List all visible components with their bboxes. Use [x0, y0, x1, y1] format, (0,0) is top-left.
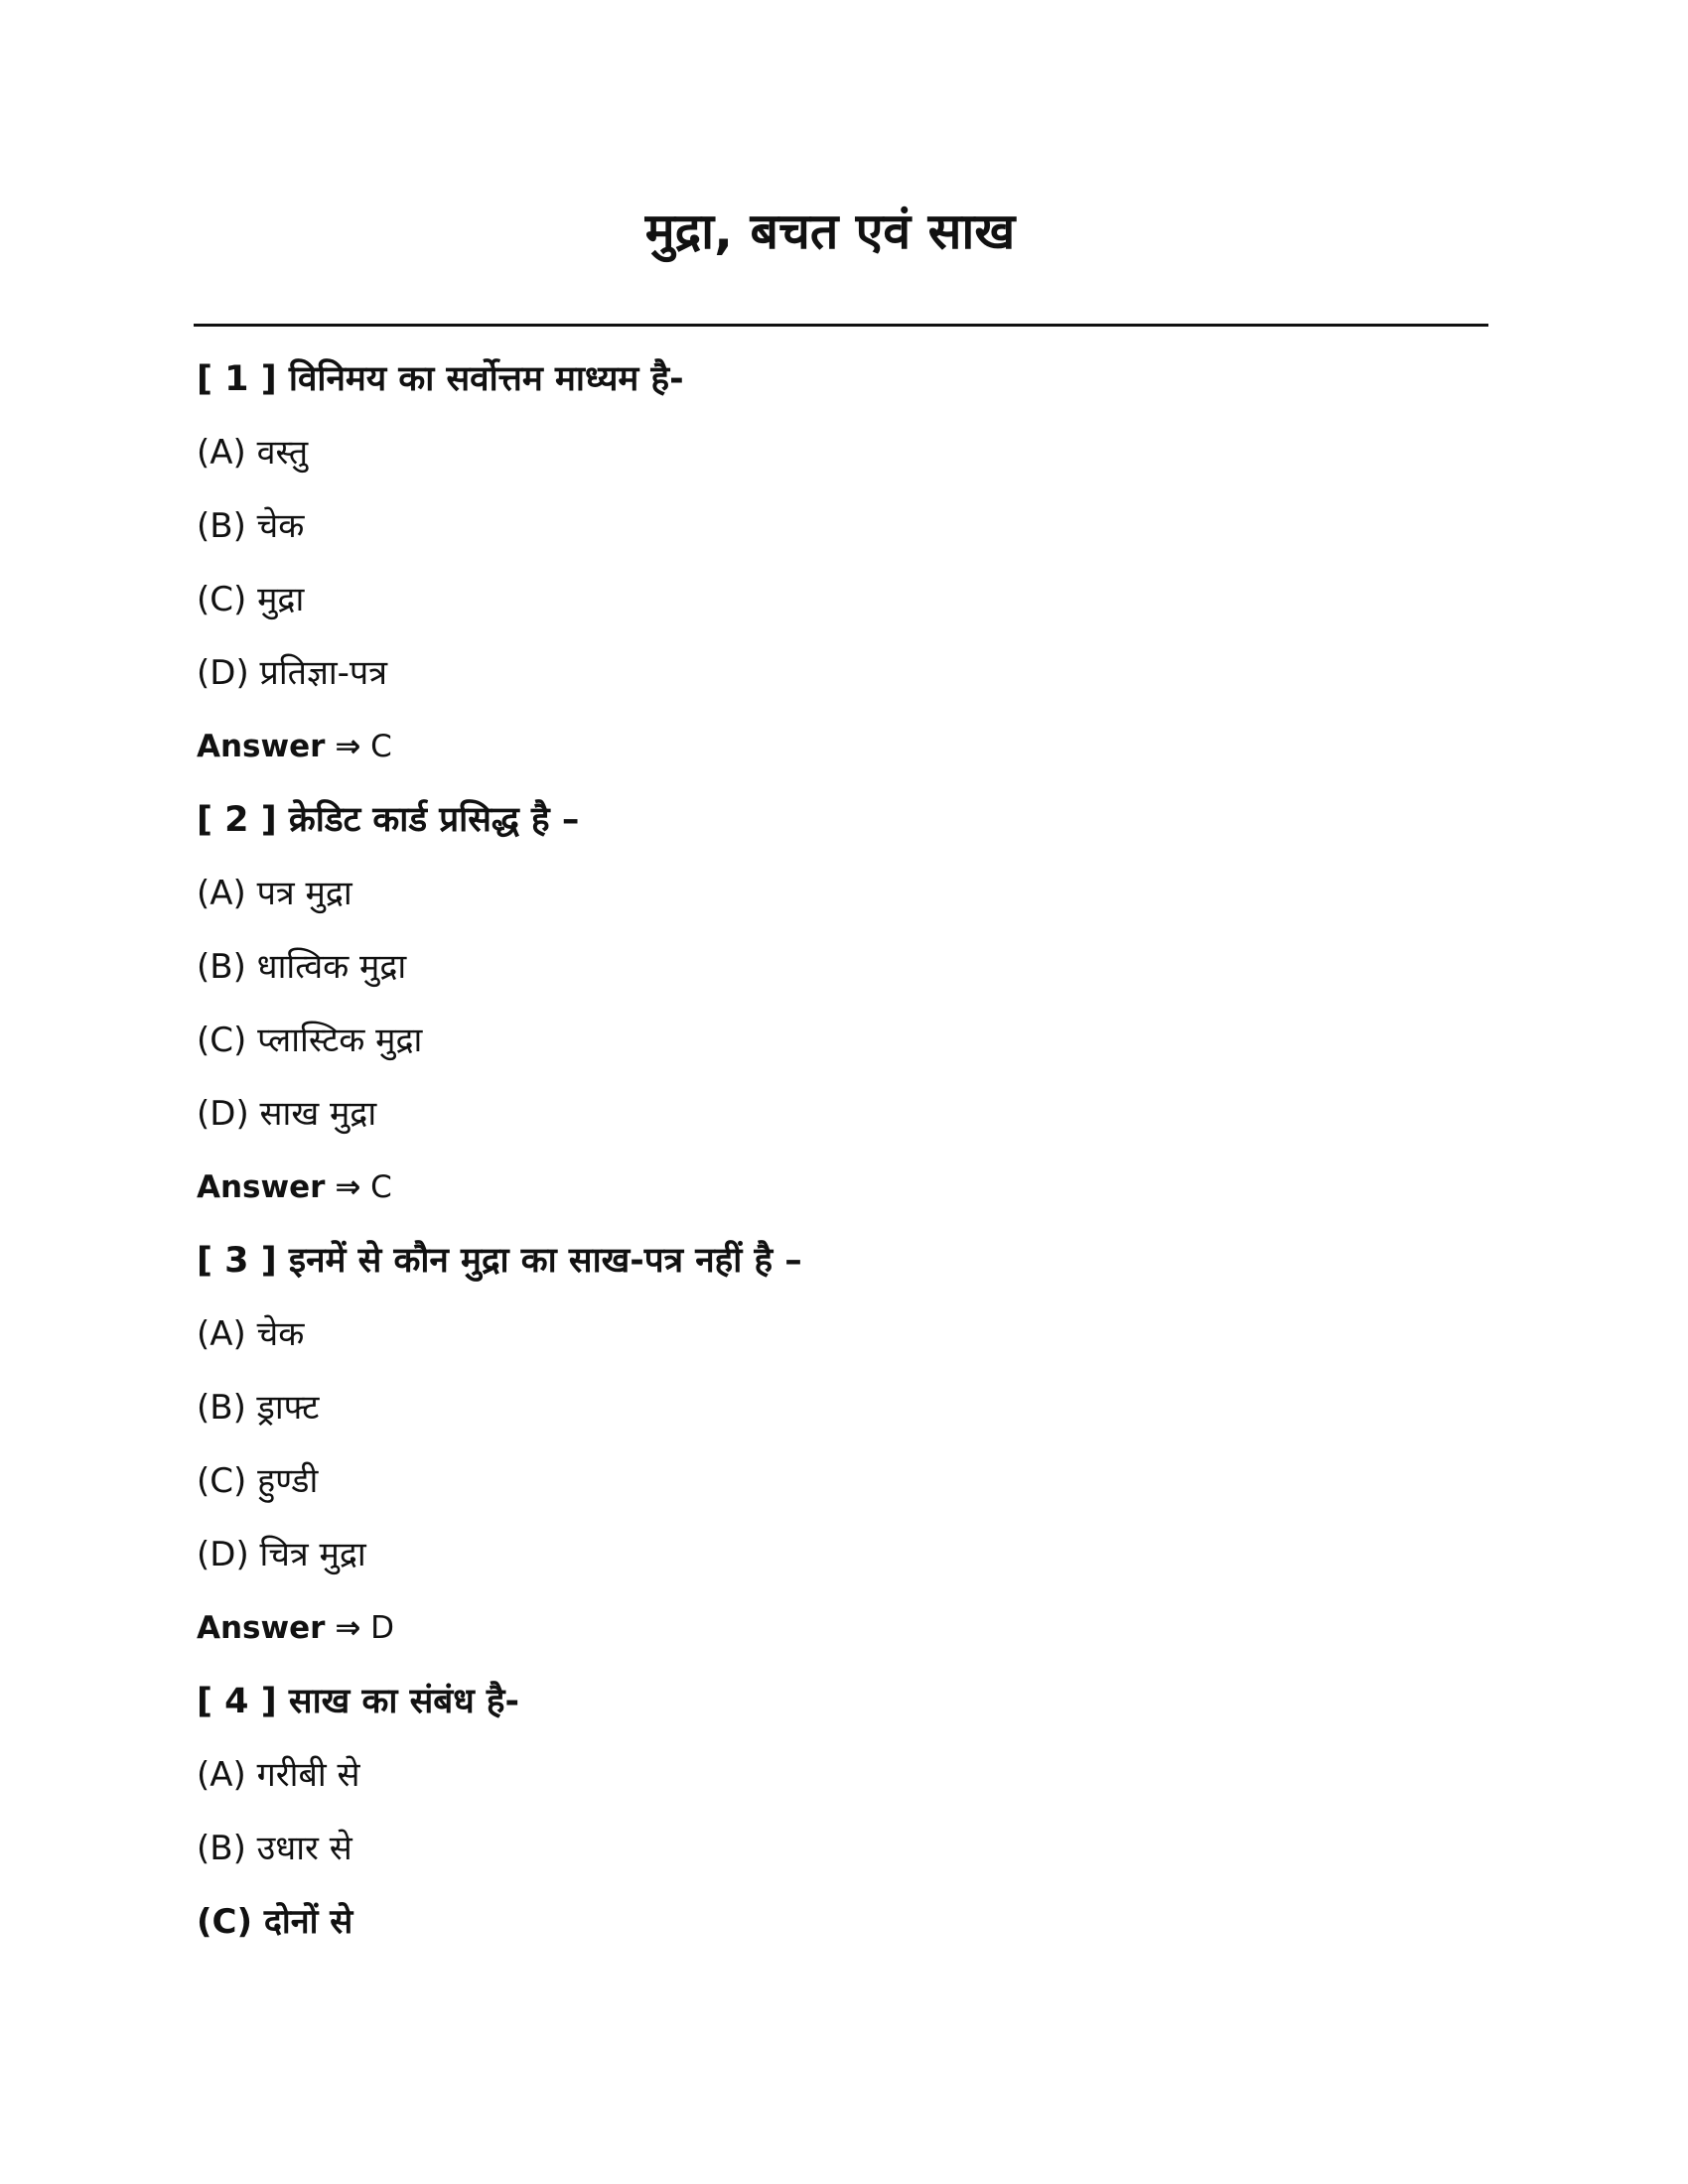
option-c — [197, 1004, 1487, 1077]
question-number: [ 2 ] — [197, 800, 277, 840]
option-text: प्लास्टिक मुद्रा — [257, 1021, 423, 1060]
option-label: (A) — [197, 874, 246, 913]
option-text: दोनों से — [263, 1902, 353, 1942]
question-3 — [197, 1224, 1487, 1665]
question-text: इनमें से कौन मुद्रा का साख-पत्र नहीं है – — [288, 1241, 802, 1281]
question-number: [ 4 ] — [197, 1682, 277, 1721]
option-b — [197, 489, 1487, 563]
answer-label: Answer — [197, 1169, 326, 1205]
option-b — [197, 1812, 1487, 1885]
question-number: [ 1 ] — [197, 359, 277, 399]
question-heading — [197, 1224, 1487, 1297]
question-2 — [197, 783, 1487, 1224]
option-label: (D) — [197, 653, 249, 693]
option-text: चेक — [256, 506, 305, 546]
option-text: मुद्रा — [257, 580, 305, 619]
option-label: (D) — [197, 1094, 249, 1134]
option-label: (A) — [197, 1755, 246, 1795]
option-a — [197, 1738, 1487, 1812]
option-text: वस्तु — [256, 433, 309, 473]
option-label: (A) — [197, 1314, 246, 1354]
answer-label: Answer — [197, 729, 326, 764]
option-c — [197, 563, 1487, 636]
question-heading — [197, 783, 1487, 857]
option-label: (C) — [197, 1461, 247, 1501]
question-1 — [197, 342, 1487, 783]
answer-arrow-icon: ⇒ — [335, 1610, 361, 1646]
answer-line — [197, 1591, 1487, 1665]
option-d — [197, 636, 1487, 710]
option-a — [197, 416, 1487, 489]
question-list — [197, 342, 1487, 2106]
option-text: प्रतिज्ञा-पत्र — [259, 653, 388, 693]
option-label: (D) — [197, 1535, 249, 1574]
option-text: ड्राफ्ट — [256, 1388, 320, 1428]
option-d — [197, 1077, 1487, 1151]
question-number: [ 3 ] — [197, 1241, 277, 1281]
answer-value: D — [370, 1610, 395, 1646]
option-a — [197, 1297, 1487, 1371]
option-label: (C) — [197, 1021, 247, 1060]
question-text: विनिमय का सर्वोत्तम माध्यम है- — [288, 359, 684, 399]
option-label: (B) — [197, 1829, 246, 1868]
option-text: चित्र मुद्रा — [259, 1535, 366, 1574]
answer-line — [197, 710, 1487, 783]
option-label: (A) — [197, 433, 246, 473]
question-4 — [197, 1665, 1487, 2106]
option-label: (C) — [197, 580, 247, 619]
page-title: मुद्रा, बचत एवं साख — [644, 203, 1016, 260]
option-c — [197, 1444, 1487, 1518]
answer-arrow-icon: ⇒ — [335, 729, 361, 764]
option-b — [197, 930, 1487, 1004]
option-label: (B) — [197, 947, 246, 987]
option-text: साख मुद्रा — [259, 1094, 377, 1134]
question-heading — [197, 1665, 1487, 1738]
question-text: साख का संबंध है- — [288, 1682, 520, 1721]
answer-line — [197, 1151, 1487, 1224]
option-text: धात्विक मुद्रा — [256, 947, 407, 987]
option-c — [197, 1885, 1487, 1959]
option-text: गरीबी से — [256, 1755, 360, 1795]
option-label: (C) — [197, 1902, 253, 1942]
option-text: चेक — [256, 1314, 305, 1354]
answer-arrow-icon: ⇒ — [335, 1169, 361, 1205]
option-text: पत्र मुद्रा — [256, 874, 352, 913]
title-divider — [194, 324, 1488, 327]
option-text: हुण्डी — [257, 1461, 319, 1501]
option-d — [197, 1518, 1487, 1591]
option-text: उधार से — [256, 1829, 352, 1868]
answer-value: C — [370, 1169, 392, 1205]
question-heading — [197, 342, 1487, 416]
option-a — [197, 857, 1487, 930]
answer-value: C — [370, 729, 392, 764]
option-b — [197, 1371, 1487, 1444]
option-label: (B) — [197, 506, 246, 546]
option-label: (B) — [197, 1388, 246, 1428]
question-text: क्रेडिट कार्ड प्रसिद्ध है – — [288, 800, 580, 840]
answer-label: Answer — [197, 1610, 326, 1646]
